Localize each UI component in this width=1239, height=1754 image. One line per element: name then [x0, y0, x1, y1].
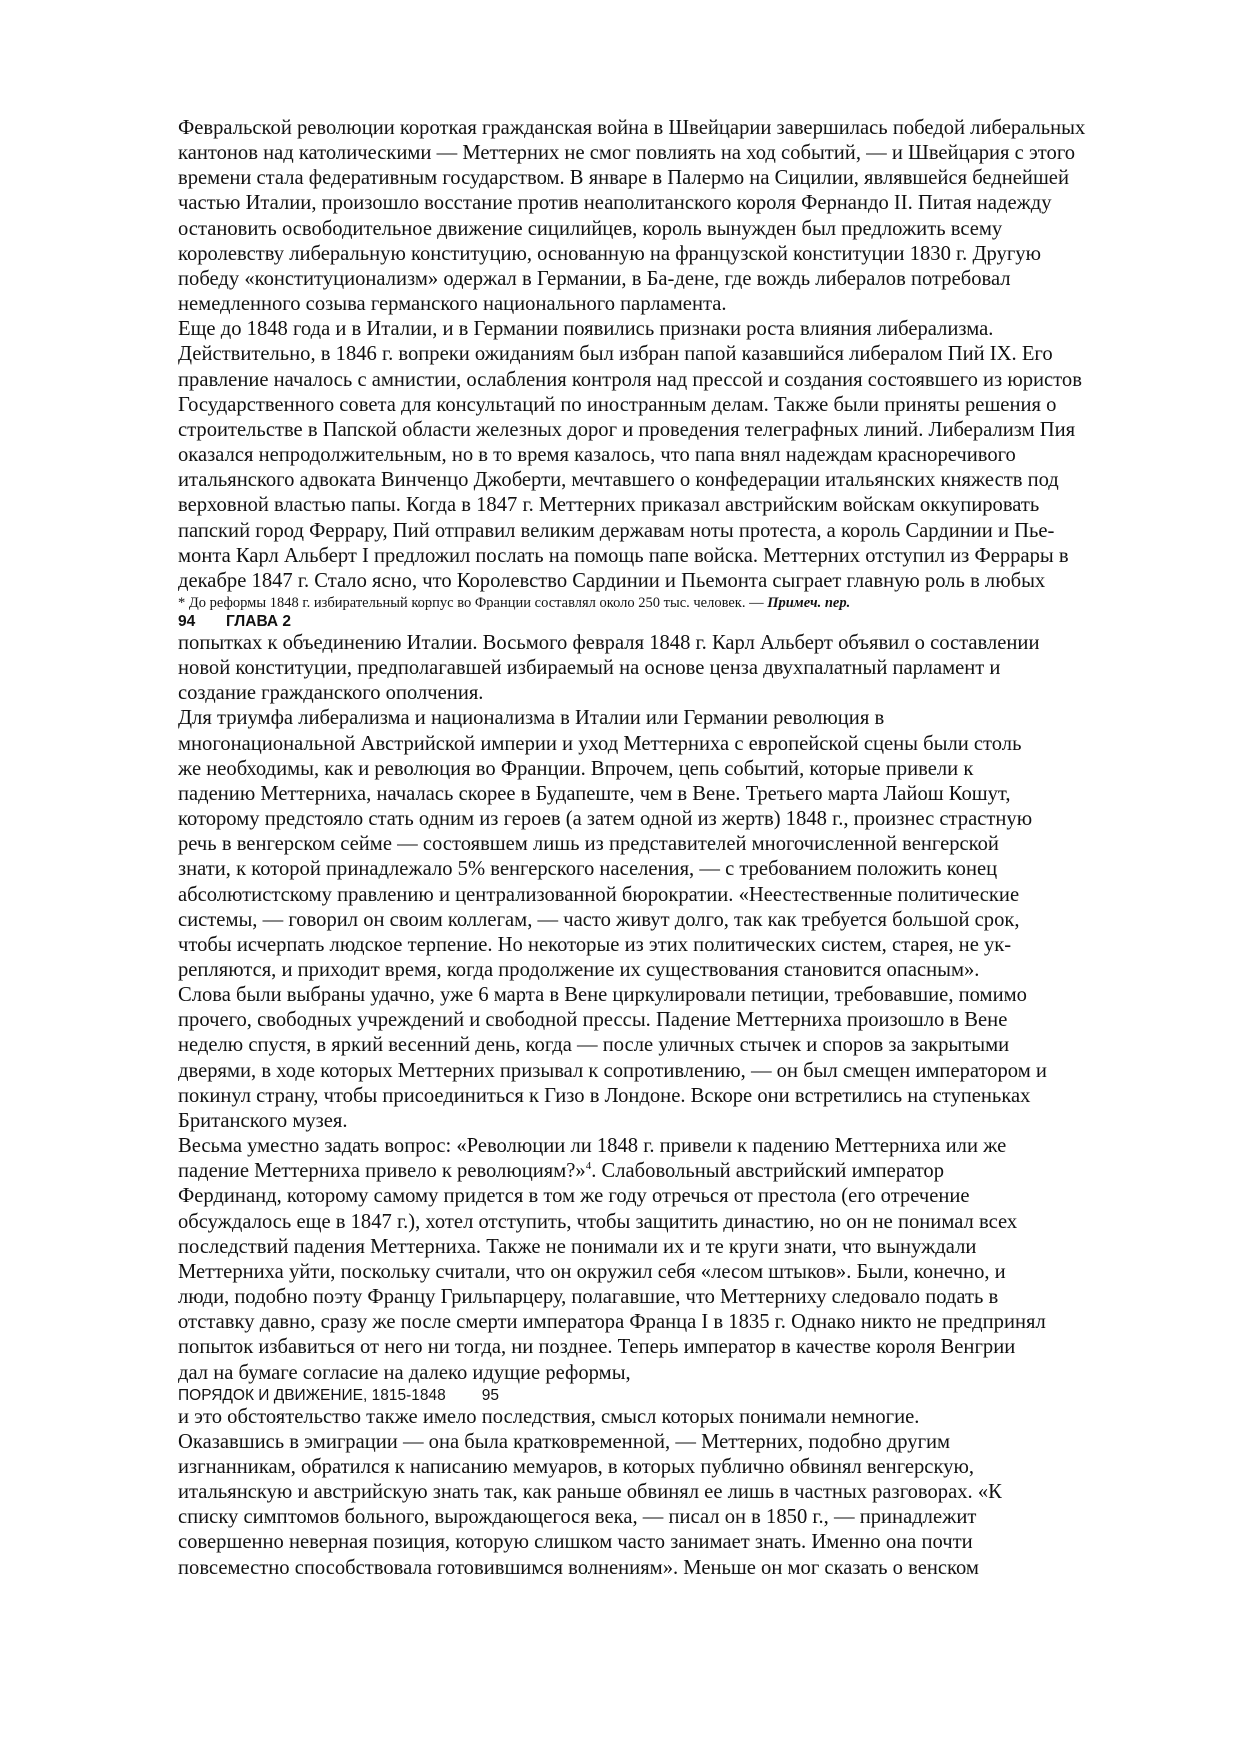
text-line: времени стала федеративным государством. В январе в Палермо на Сицилии, являвшейся беднейшей: [178, 167, 1069, 190]
text-line: повсеместно способствовала готовившимся волнениям». Меньше он мог сказать о венском: [178, 1556, 979, 1579]
document-page: [178, 116, 1158, 1581]
text-line: Британского музея.: [178, 1109, 348, 1132]
text-line: папский город Феррару, Пий отправил великим державам ноты протеста, а король Сардинии и Пье-: [178, 519, 1055, 542]
text-line: [178, 1159, 1158, 1184]
text-line: многонациональной Австрийской империи и уход Меттерниха с европейской сцены были столь: [178, 732, 1022, 755]
running-header-chapter: [178, 612, 1158, 631]
running-header-part: [178, 1386, 1158, 1405]
paragraph-consequences: [178, 1405, 1158, 1430]
text-line: строительстве в Папской области железных дорог и проведения телеграфных линий. Либерализм Пия: [178, 418, 1076, 441]
paragraph-liberalism-growth: [178, 317, 1158, 594]
text-line: победу «конституционализм» одержал в Германии, в Ба-дене, где вождь либералов потребовал: [178, 267, 1011, 290]
chapter-title: ГЛАВА 2: [226, 612, 292, 630]
text-line: люди, подобно поэту Францу Грильпарцеру, полагавшие, что Меттерниху следовало подать в: [178, 1286, 999, 1309]
text-line: отставку давно, сразу же после смерти императора Франца I в 1835 г. Однако никто не предпринял: [178, 1311, 1046, 1334]
text-line: королевству либеральную конституцию, основанную на французской конституции 1830 г. Другую: [178, 242, 1041, 265]
text-line: Еще до 1848 года и в Италии, и в Германии появились признаки роста влияния либерализма.: [178, 318, 994, 341]
text-line: верховной властью папы. Когда в 1847 г. Меттерних приказал австрийским войскам оккупировать: [178, 494, 1040, 517]
text-line: изгнанникам, обратился к написанию мемуаров, в которых публично обвинял венгерскую,: [178, 1455, 974, 1478]
paragraph-swiss-war: [178, 116, 1158, 317]
text-line: создание гражданского ополчения.: [178, 682, 484, 705]
footnote-text: * До реформы 1848 г. избирательный корпус во Франции составлял около 250 тыс. человек. —: [178, 594, 768, 611]
text-line: Для триумфа либерализма и национализма в Италии или Германии революция в: [178, 707, 885, 730]
footnote: [178, 594, 1158, 612]
text-line: кантонов над католическими — Меттерних не смог повлиять на ход событий, — и Швейцария с этого: [178, 142, 1076, 165]
text-line: неделю спустя, в яркий весенний день, когда — после уличных стычек и споров за закрытыми: [178, 1034, 1010, 1057]
text-line: дал на бумаге согласие на далеко идущие реформы,: [178, 1361, 631, 1384]
paragraph-vienna-fall: [178, 983, 1158, 1134]
text-line: Весьма уместно задать вопрос: «Революции ли 1848 г. привели к падению Меттерниха или же: [178, 1135, 1007, 1158]
footnote-translator-note: Примеч. пер.: [767, 594, 851, 611]
text-line: остановить освободительное движение сицилийцев, король вынужден был предложить всему: [178, 217, 1003, 240]
text-line: Оказавшись в эмиграции — она была кратковременной, — Меттерних, подобно другим: [178, 1430, 951, 1453]
page-number: 95: [481, 1386, 500, 1404]
text-line: чтобы исчерпать людское терпение. Но некоторые из этих политических систем, старея, не ук-: [178, 933, 1012, 956]
text-line: Фердинанд, которому самому придется в том же году отречься от престола (его отречение: [178, 1185, 970, 1208]
paragraph-revolution-question: [178, 1134, 1158, 1386]
footnote-ref: 4: [585, 1160, 592, 1173]
text-fragment: . Слабовольный австрийский император: [591, 1160, 945, 1183]
text-line: речь в венгерском сейме — состоявшем лишь из представителей многочисленной венгерской: [178, 833, 999, 856]
paragraph-italy-unification: [178, 631, 1158, 706]
text-line: итальянского адвоката Винченцо Джоберти, мечтавшего о конфедерации итальянских княжеств под: [178, 469, 1059, 492]
text-line: последствий падения Меттерниха. Также не понимали их и те круги знати, что вынуждали: [178, 1235, 977, 1258]
text-line: обсуждалось еще в 1847 г.), хотел отступить, чтобы защитить династию, но он не понимал всех: [178, 1210, 1018, 1233]
text-line: Государственного совета для консультаций по иностранным делам. Также были приняты решения о: [178, 393, 1057, 416]
text-line: совершенно неверная позиция, которую слишком часто занимает знать. Именно она почти: [178, 1531, 973, 1554]
page-number: 94: [178, 612, 196, 630]
text-line: системы, — говорил он своим коллегам, — часто живут долго, так как требуется большой срок,: [178, 908, 1020, 931]
text-line: падению Меттерниха, началась скорее в Будапеште, чем в Вене. Третьего марта Лайош Кошут,: [178, 782, 1011, 805]
paragraph-memoirs: [178, 1430, 1158, 1581]
text-line: декабре 1847 г. Стало ясно, что Королевство Сардинии и Пьемонта сыграет главную роль в любых: [178, 569, 1046, 592]
text-line: репляются, и приходит время, когда продолжение их существования становится опасным».: [178, 959, 980, 981]
text-fragment: падение Меттерниха привело к революциям?»: [178, 1160, 586, 1183]
text-line: же необходимы, как и революция во Франции. Впрочем, цепь событий, которые привели к: [178, 757, 974, 780]
text-line: частью Италии, произошло восстание против неаполитанского короля Фернандо II. Питая надежду: [178, 192, 1052, 215]
text-line: абсолютистскому правлению и централизованной бюрократии. «Неестественные политические: [178, 883, 1020, 906]
text-line: попытках к объединению Италии. Восьмого февраля 1848 г. Карл Альберт объявил о составлении: [178, 631, 1040, 654]
text-line: Слова были выбраны удачно, уже 6 марта в Вене циркулировали петиции, требовавшие, помимо: [178, 984, 1027, 1007]
text-line: Меттерниха уйти, поскольку считали, что он окружил себя «лесом штыков». Были, конечно, и: [178, 1260, 1006, 1283]
text-line: покинул страну, чтобы присоединиться к Гизо в Лондоне. Вскоре они встретились на ступеньках: [178, 1084, 1031, 1107]
text-line: дверями, в ходе которых Меттерних призывал к сопротивлению, — он был смещен императором и: [178, 1059, 1047, 1082]
text-line: правление началось с амнистии, ослабления контроля над прессой и создания состоявшего из юристов: [178, 368, 1082, 391]
text-line: знати, к которой принадлежало 5% венгерского населения, — с требованием положить конец: [178, 858, 998, 881]
paragraph-kossuth: [178, 706, 1158, 983]
text-line: монта Карл Альберт I предложил послать на помощь папе войска. Меттерних отступил из Феррары в: [178, 544, 1069, 567]
text-line: попыток избавиться от него ни тогда, ни позднее. Теперь император в качестве короля Венгрии: [178, 1336, 1016, 1359]
text-line: списку симптомов больного, вырождающегося века, — писал он в 1850 г., — принадлежит: [178, 1506, 977, 1529]
text-line: прочего, свободных учреждений и свободной прессы. Падение Меттерниха произошло в Вене: [178, 1009, 1008, 1032]
text-line: новой конституции, предполагавшей избираемый на основе ценза двухпалатный парламент и: [178, 657, 1001, 680]
text-line: Февральской революции короткая гражданская война в Швейцарии завершилась победой либеральных: [178, 117, 1086, 139]
text-line: немедленного созыва германского национального парламента.: [178, 293, 727, 316]
text-line: итальянскую и австрийскую знать так, как раньше обвинял ее лишь в частных разговорах. «К: [178, 1481, 1002, 1504]
text-line: которому предстояло стать одним из героев (а затем одной из жертв) 1848 г., произнес страстную: [178, 808, 1033, 831]
text-line: и это обстоятельство также имело последствия, смысл которых понимали немногие.: [178, 1405, 920, 1428]
text-line: оказался непродолжительным, но в то время казалось, что папа внял надеждам красноречивого: [178, 444, 1016, 467]
part-title: ПОРЯДОК И ДВИЖЕНИЕ, 1815-1848: [178, 1386, 446, 1404]
text-line: Действительно, в 1846 г. вопреки ожиданиям был избран папой казавшийся либералом Пий IX. Его: [178, 343, 1053, 366]
